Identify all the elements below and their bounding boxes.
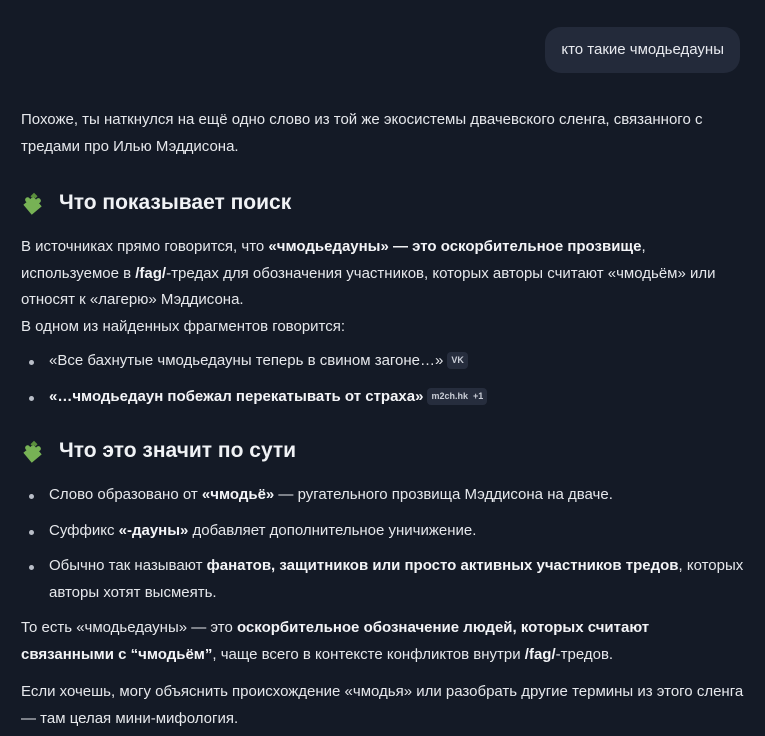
text-run: , которых авторы хотят высмеять. [49, 557, 744, 601]
text-run: , чаще всего в контексте конфликтов внутри [212, 645, 525, 663]
source-label: m2ch.hk [431, 390, 468, 401]
list-item [21, 384, 746, 411]
text-run: Слово образовано от [49, 486, 202, 503]
text-run: В источниках прямо говорится, что [21, 238, 269, 255]
offer-paragraph: Если хочешь, могу объяснить происхождение «чмодья» или разобрать другие термины из этого сленга — там целая мини-мифология. [21, 683, 744, 727]
bold-run: «-дауны» [118, 521, 189, 539]
bold-run: /fag/ [135, 264, 167, 282]
puzzle-piece-icon [21, 438, 47, 464]
text-run: Обычно так называют [49, 557, 207, 574]
text-run: Суффикс [49, 521, 119, 539]
source-badge[interactable] [427, 388, 487, 405]
search-paragraph-2: В одном из найденных фрагментов говорится: [21, 317, 346, 335]
assistant-answer [21, 107, 746, 732]
text-run: -тредах для обозначения участников, которых авторы считают «чмодьём» или относят к «лагерю» Мэддисона. [21, 264, 716, 308]
bold-run: /fag/ [524, 645, 556, 663]
heading-search [21, 188, 746, 218]
quotes-list [21, 348, 746, 410]
text-run: , используемое в [21, 238, 646, 282]
source-label: VK [451, 355, 464, 365]
heading-meaning [21, 436, 746, 466]
list-item [21, 518, 746, 545]
bold-run: оскорбительное обозначение людей, которых считают связанными с “чмодьём” [21, 619, 650, 663]
answer-intro: Похоже, ты наткнулся на ещё одно слово из той же экосистемы двачевского сленга, связанного с тредами про Илью Мэддисона. [21, 111, 703, 155]
bold-run: «чмодьедауны» — это оскорбительное прозвище [268, 238, 642, 255]
heading-search-title: Что показывает поиск [59, 191, 292, 214]
bold-run: «чмодьё» [201, 486, 275, 503]
text-run: -тредов. [555, 645, 614, 663]
text-run: — ругательного прозвища Мэддисона на дваче. [274, 486, 613, 503]
bold-run: фанатов, защитников или просто активных участников тредов [206, 557, 679, 574]
list-item [21, 482, 746, 509]
text-run: То есть «чмодьедауны» — это [21, 619, 237, 636]
quote-text: «…чмодьедаун побежал перекатывать от страха» [49, 387, 424, 405]
puzzle-piece-icon [21, 190, 47, 216]
heading-meaning-title: Что это значит по сути [59, 439, 297, 462]
search-paragraph [21, 234, 746, 314]
source-extra-count: +1 [472, 390, 484, 401]
meaning-list [21, 482, 746, 606]
quote-text: «Все бахнутые чмодьедауны теперь в свином загоне…» [49, 352, 444, 369]
list-item [21, 348, 746, 375]
text-run: добавляет дополнительное уничижение. [188, 521, 477, 539]
source-badge[interactable] [447, 352, 468, 369]
user-message-bubble [545, 27, 740, 73]
list-item [21, 553, 746, 606]
user-message-text: кто такие чмодьедауны [561, 41, 724, 58]
summary-paragraph [21, 615, 746, 668]
